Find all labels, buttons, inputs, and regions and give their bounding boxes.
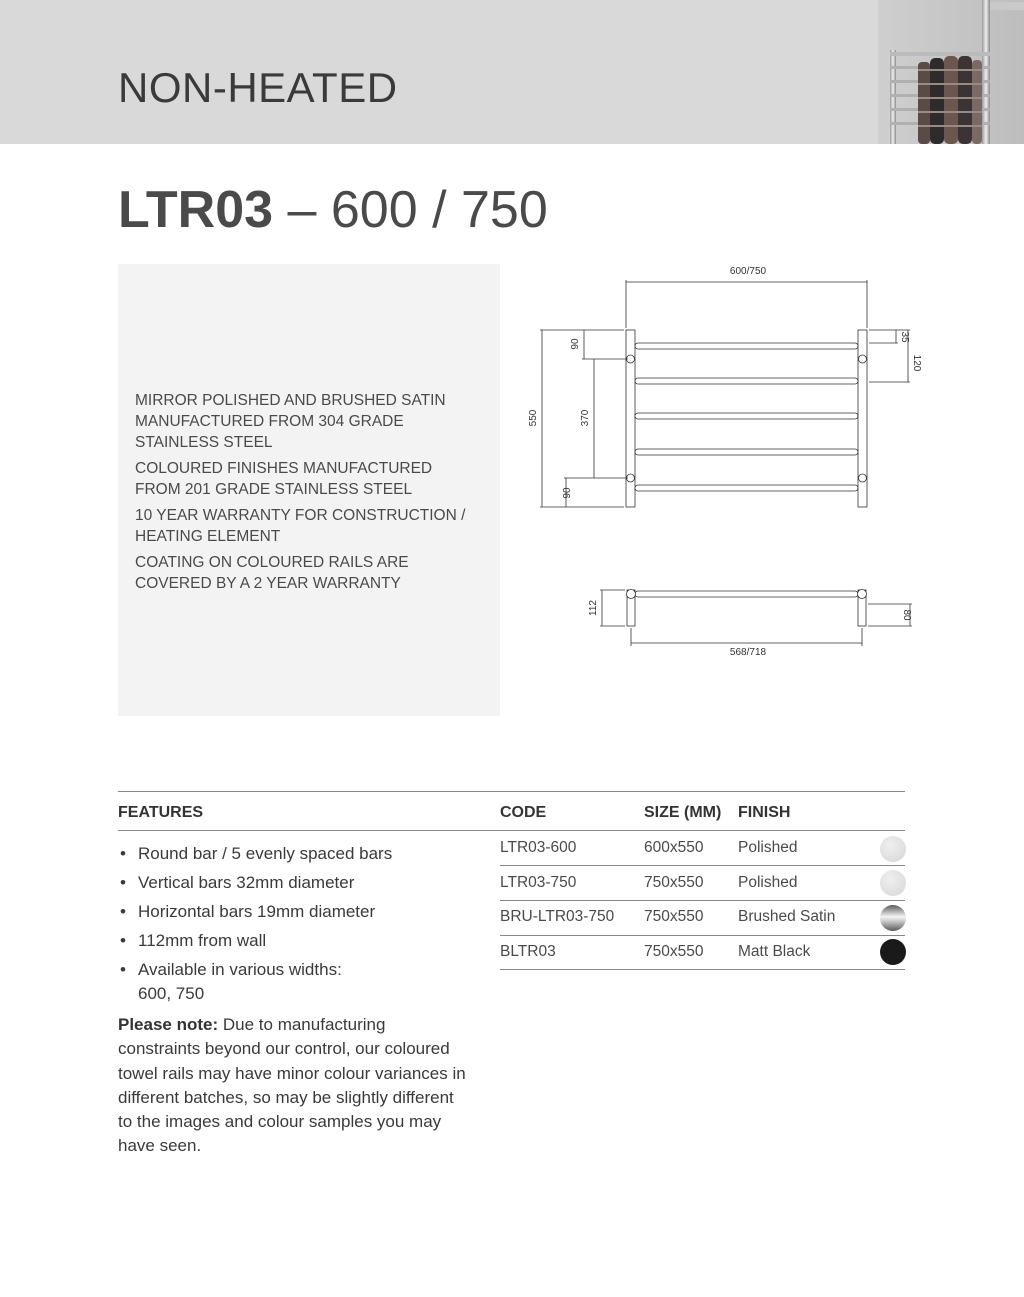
feature-item: • Round bar / 5 evenly spaced bars (118, 842, 478, 866)
dim-bottom-gap: 90 (562, 487, 573, 499)
dim-top-gap: 90 (570, 338, 581, 350)
info-item: COATING ON COLOURED RAILS ARE COVERED BY A 2 YEAR WARRANTY (135, 554, 409, 592)
cell-code: LTR03-600 (500, 839, 577, 856)
col-header-code: CODE (500, 804, 547, 821)
table-head-rule (500, 830, 905, 831)
note-text: Due to manufacturing constraints beyond our control, our coloured towel rails may have minor colour variances in different batches, so may be slightly different to the images and colour samples you may have seen. (118, 1015, 466, 1156)
row-divider (500, 865, 905, 866)
dim-height: 550 (528, 409, 539, 427)
dim-side-height: 80 (901, 609, 912, 621)
info-item: COLOURED FINISHES MANUFACTURED FROM 201 GRADE STAINLESS STEEL (135, 460, 433, 498)
features-head-rule (118, 830, 500, 831)
dim-depth: 112 (588, 600, 599, 616)
cell-code: BRU-LTR03-750 (500, 908, 615, 925)
category-title: NON-HEATED (118, 64, 398, 111)
col-header-size: SIZE (MM) (644, 804, 722, 821)
note-label: Please note: (118, 1015, 219, 1034)
cell-finish: Matt Black (738, 943, 811, 960)
product-sizes: 600 / 750 (330, 181, 548, 239)
col-header-finish: FINISH (738, 804, 791, 821)
row-divider (500, 935, 905, 936)
brushed-satin-swatch-icon (880, 905, 906, 931)
title-separator: – (273, 181, 331, 239)
dim-right-bracket: 120 (911, 354, 922, 372)
cell-code: LTR03-750 (500, 874, 577, 891)
row-divider (500, 900, 905, 901)
cell-size: 750x550 (644, 874, 704, 891)
info-panel (118, 264, 500, 716)
please-note (118, 1013, 468, 1159)
cell-code: BLTR03 (500, 943, 556, 960)
features-list (118, 842, 478, 1011)
matt-black-swatch-icon (880, 939, 906, 965)
dim-mid-gap: 370 (580, 409, 591, 427)
cell-finish: Polished (738, 839, 798, 856)
feature-item: • Available in various widths: 600, 750 (118, 958, 478, 1006)
info-item: 10 YEAR WARRANTY FOR CONSTRUCTION / HEATING ELEMENT (135, 507, 466, 545)
towel-rail-photo (878, 0, 1024, 144)
cell-size: 750x550 (644, 908, 704, 925)
dim-inner-width: 568/718 (729, 647, 767, 658)
dim-right-top: 35 (899, 331, 910, 343)
cell-size: 750x550 (644, 943, 704, 960)
row-divider (500, 969, 905, 970)
product-code: LTR03 (118, 181, 274, 239)
dim-width: 600/750 (729, 266, 767, 277)
info-list (135, 390, 480, 599)
info-item: MIRROR POLISHED AND BRUSHED SATIN MANUFACTURED FROM 304 GRADE STAINLESS STEEL (135, 392, 446, 451)
header-banner (0, 0, 1024, 144)
polished-swatch-icon (880, 836, 906, 862)
cell-finish: Brushed Satin (738, 908, 836, 925)
product-title (118, 180, 548, 240)
technical-drawing (520, 258, 920, 668)
section-top-rule (118, 791, 905, 792)
feature-item: • 112mm from wall (118, 929, 478, 953)
cell-finish: Polished (738, 874, 798, 891)
polished-swatch-icon (880, 870, 906, 896)
feature-item: • Vertical bars 32mm diameter (118, 871, 478, 895)
feature-item: • Horizontal bars 19mm diameter (118, 900, 478, 924)
cell-size: 600x550 (644, 839, 704, 856)
features-heading: FEATURES (118, 804, 204, 821)
